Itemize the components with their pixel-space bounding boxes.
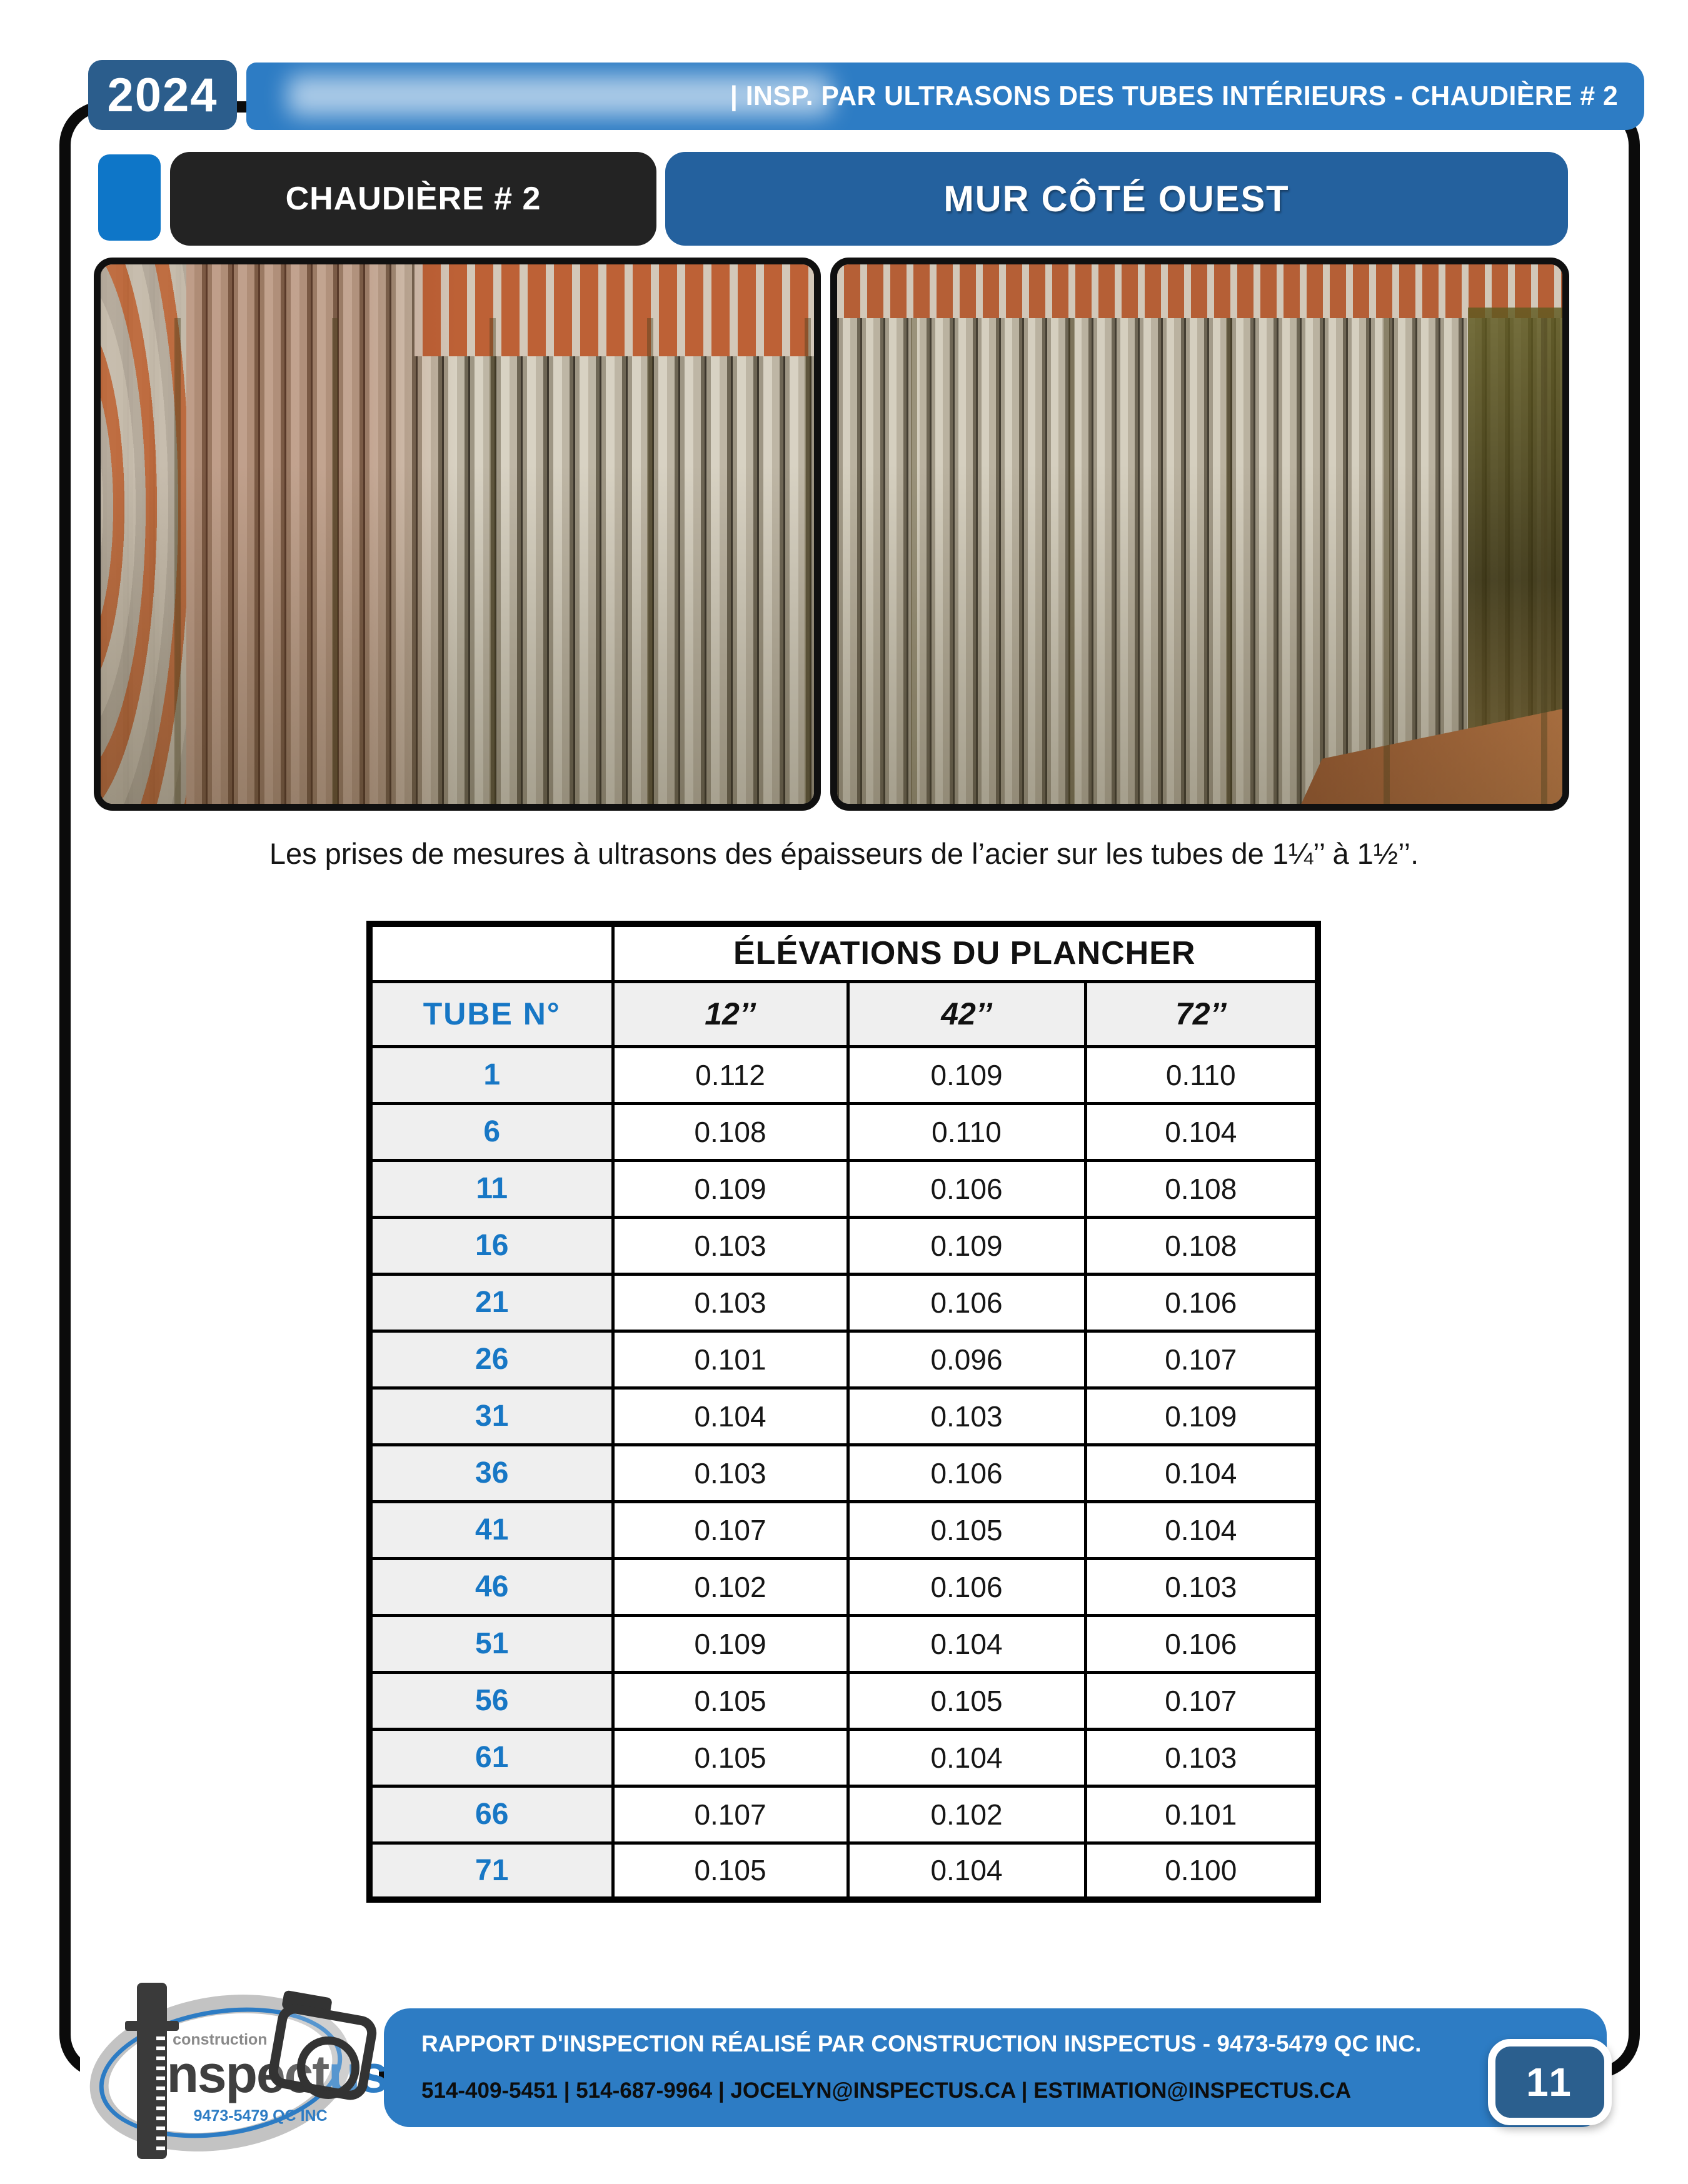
empty-corner-cell	[369, 924, 613, 981]
table-column-header-row	[369, 981, 1318, 1046]
measurement-cell: 0.105	[848, 1501, 1085, 1558]
measurement-cell: 0.109	[613, 1615, 848, 1672]
measurement-cell: 0.101	[1085, 1786, 1318, 1843]
page-number-badge	[1488, 2039, 1612, 2125]
logo-company-number: 9473-5479 QC INC	[193, 2107, 328, 2125]
measurement-cell: 0.107	[613, 1501, 848, 1558]
measurement-cell: 0.105	[613, 1843, 848, 1900]
measurement-cell: 0.096	[848, 1331, 1085, 1388]
measurements-table-wrapper	[366, 921, 1321, 1903]
column-header-42in: 42’’	[848, 981, 1085, 1046]
tube-number-cell: 26	[369, 1331, 613, 1388]
page-number: 11	[1526, 2060, 1574, 2105]
measurements-table	[366, 921, 1321, 1903]
elevations-group-header: ÉLÉVATIONS DU PLANCHER	[613, 924, 1318, 981]
measurement-cell: 0.101	[613, 1331, 848, 1388]
measurement-cell: 0.107	[1085, 1331, 1318, 1388]
measurement-cell: 0.105	[613, 1672, 848, 1729]
footer-report-line: RAPPORT D'INSPECTION RÉALISÉ PAR CONSTRUCTION INSPECTUS - 9473-5479 QC INC.	[421, 2031, 1422, 2056]
table-row	[369, 1331, 1318, 1388]
tube-number-cell: 41	[369, 1501, 613, 1558]
tube-number-cell: 46	[369, 1558, 613, 1615]
dark-streaks-overlay	[837, 318, 1562, 804]
measurement-cell: 0.110	[848, 1103, 1085, 1160]
year-badge	[88, 60, 237, 130]
table-row	[369, 1103, 1318, 1160]
header-bar	[246, 63, 1644, 130]
tube-number-cell: 36	[369, 1445, 613, 1501]
measurement-cell: 0.104	[848, 1729, 1085, 1786]
measurement-cell: 0.104	[1085, 1445, 1318, 1501]
measurement-cell: 0.104	[1085, 1501, 1318, 1558]
wall-badge	[665, 152, 1568, 246]
camera-lens-icon	[297, 2036, 359, 2099]
measurement-cell: 0.104	[848, 1615, 1085, 1672]
measurement-cell: 0.109	[848, 1046, 1085, 1103]
tube-number-cell: 66	[369, 1786, 613, 1843]
logo-wordmark-blue: us	[328, 2045, 388, 2104]
table-row	[369, 1046, 1318, 1103]
logo-column-cap	[125, 2021, 179, 2031]
logo-construction-label: construction	[173, 2030, 268, 2048]
table-row	[369, 1445, 1318, 1501]
column-header-72in: 72’’	[1085, 981, 1318, 1046]
measurement-cell: 0.100	[1085, 1843, 1318, 1900]
measurement-cell: 0.103	[613, 1274, 848, 1331]
measurement-cell: 0.106	[848, 1160, 1085, 1217]
measurement-cell: 0.103	[1085, 1558, 1318, 1615]
table-row	[369, 1615, 1318, 1672]
measurement-cell: 0.110	[1085, 1046, 1318, 1103]
measurement-cell: 0.107	[1085, 1672, 1318, 1729]
measurement-caption: Les prises de mesures à ultrasons des épaisseurs de l’acier sur les tubes de 1¼’’ à 1½’’.	[269, 837, 1419, 870]
table-row	[369, 1274, 1318, 1331]
table-row	[369, 1160, 1318, 1217]
measurement-cell: 0.104	[1085, 1103, 1318, 1160]
tube-number-cell: 11	[369, 1160, 613, 1217]
measurement-cell: 0.104	[613, 1388, 848, 1445]
measurement-cell: 0.109	[848, 1217, 1085, 1274]
measurement-cell: 0.103	[848, 1388, 1085, 1445]
measurement-cell: 0.108	[1085, 1160, 1318, 1217]
measurement-cell: 0.106	[848, 1558, 1085, 1615]
measurement-cell: 0.106	[1085, 1615, 1318, 1672]
table-row	[369, 1217, 1318, 1274]
measurement-cell: 0.105	[848, 1672, 1085, 1729]
measurement-cell: 0.104	[848, 1843, 1085, 1900]
column-header-tube: TUBE N°	[369, 981, 613, 1046]
tube-number-cell: 16	[369, 1217, 613, 1274]
measurement-cell: 0.112	[613, 1046, 848, 1103]
tube-number-cell: 6	[369, 1103, 613, 1160]
boiler-badge-label: CHAUDIÈRE # 2	[285, 181, 541, 217]
header-title: | INSP. PAR ULTRASONS DES TUBES INTÉRIEURS - CHAUDIÈRE # 2	[730, 81, 1618, 111]
measurement-cell: 0.107	[613, 1786, 848, 1843]
boiler-badge	[170, 152, 656, 246]
tube-number-cell: 56	[369, 1672, 613, 1729]
boiler-tubes-photo-right	[830, 258, 1569, 811]
table-row	[369, 1558, 1318, 1615]
footer-bar	[384, 2008, 1607, 2127]
measurement-cell: 0.109	[613, 1160, 848, 1217]
table-row	[369, 1729, 1318, 1786]
measurement-cell: 0.105	[613, 1729, 848, 1786]
table-row	[369, 1388, 1318, 1445]
logo-wordmark-dark: nspect	[166, 2045, 329, 2104]
measurement-cell: 0.108	[613, 1103, 848, 1160]
table-group-header-row	[369, 924, 1318, 981]
tube-number-cell: 71	[369, 1843, 613, 1900]
measurement-cell: 0.102	[613, 1558, 848, 1615]
measurement-cell: 0.103	[613, 1217, 848, 1274]
measurement-cell: 0.106	[848, 1274, 1085, 1331]
measurements-tbody	[369, 1046, 1318, 1900]
tube-number-cell: 21	[369, 1274, 613, 1331]
measurement-cell: 0.103	[613, 1445, 848, 1501]
column-header-12in: 12’’	[613, 981, 848, 1046]
inspectus-logo	[80, 1979, 388, 2170]
tube-number-cell: 1	[369, 1046, 613, 1103]
table-row	[369, 1672, 1318, 1729]
measurement-cell: 0.106	[848, 1445, 1085, 1501]
measurement-cell: 0.102	[848, 1786, 1085, 1843]
table-row	[369, 1501, 1318, 1558]
refractory-brick-top	[837, 264, 1562, 318]
measurement-cell: 0.103	[1085, 1729, 1318, 1786]
footer-contact-line: 514-409-5451 | 514-687-9964 | JOCELYN@INSPECTUS.CA | ESTIMATION@INSPECTUS.CA	[421, 2078, 1352, 2103]
measurement-cell: 0.108	[1085, 1217, 1318, 1274]
dark-streaks-overlay	[101, 318, 814, 804]
table-row	[369, 1843, 1318, 1900]
tube-number-cell: 61	[369, 1729, 613, 1786]
boiler-tubes-photo-left	[94, 258, 821, 811]
wall-badge-label: MUR CÔTÉ OUEST	[943, 178, 1290, 219]
measurement-cell: 0.106	[1085, 1274, 1318, 1331]
year-label: 2024	[107, 68, 218, 122]
tube-number-cell: 51	[369, 1615, 613, 1672]
table-row	[369, 1786, 1318, 1843]
logo-ladder-icon	[156, 2036, 165, 2151]
measurement-cell: 0.109	[1085, 1388, 1318, 1445]
tube-number-cell: 31	[369, 1388, 613, 1445]
section-accent-square	[98, 154, 161, 241]
